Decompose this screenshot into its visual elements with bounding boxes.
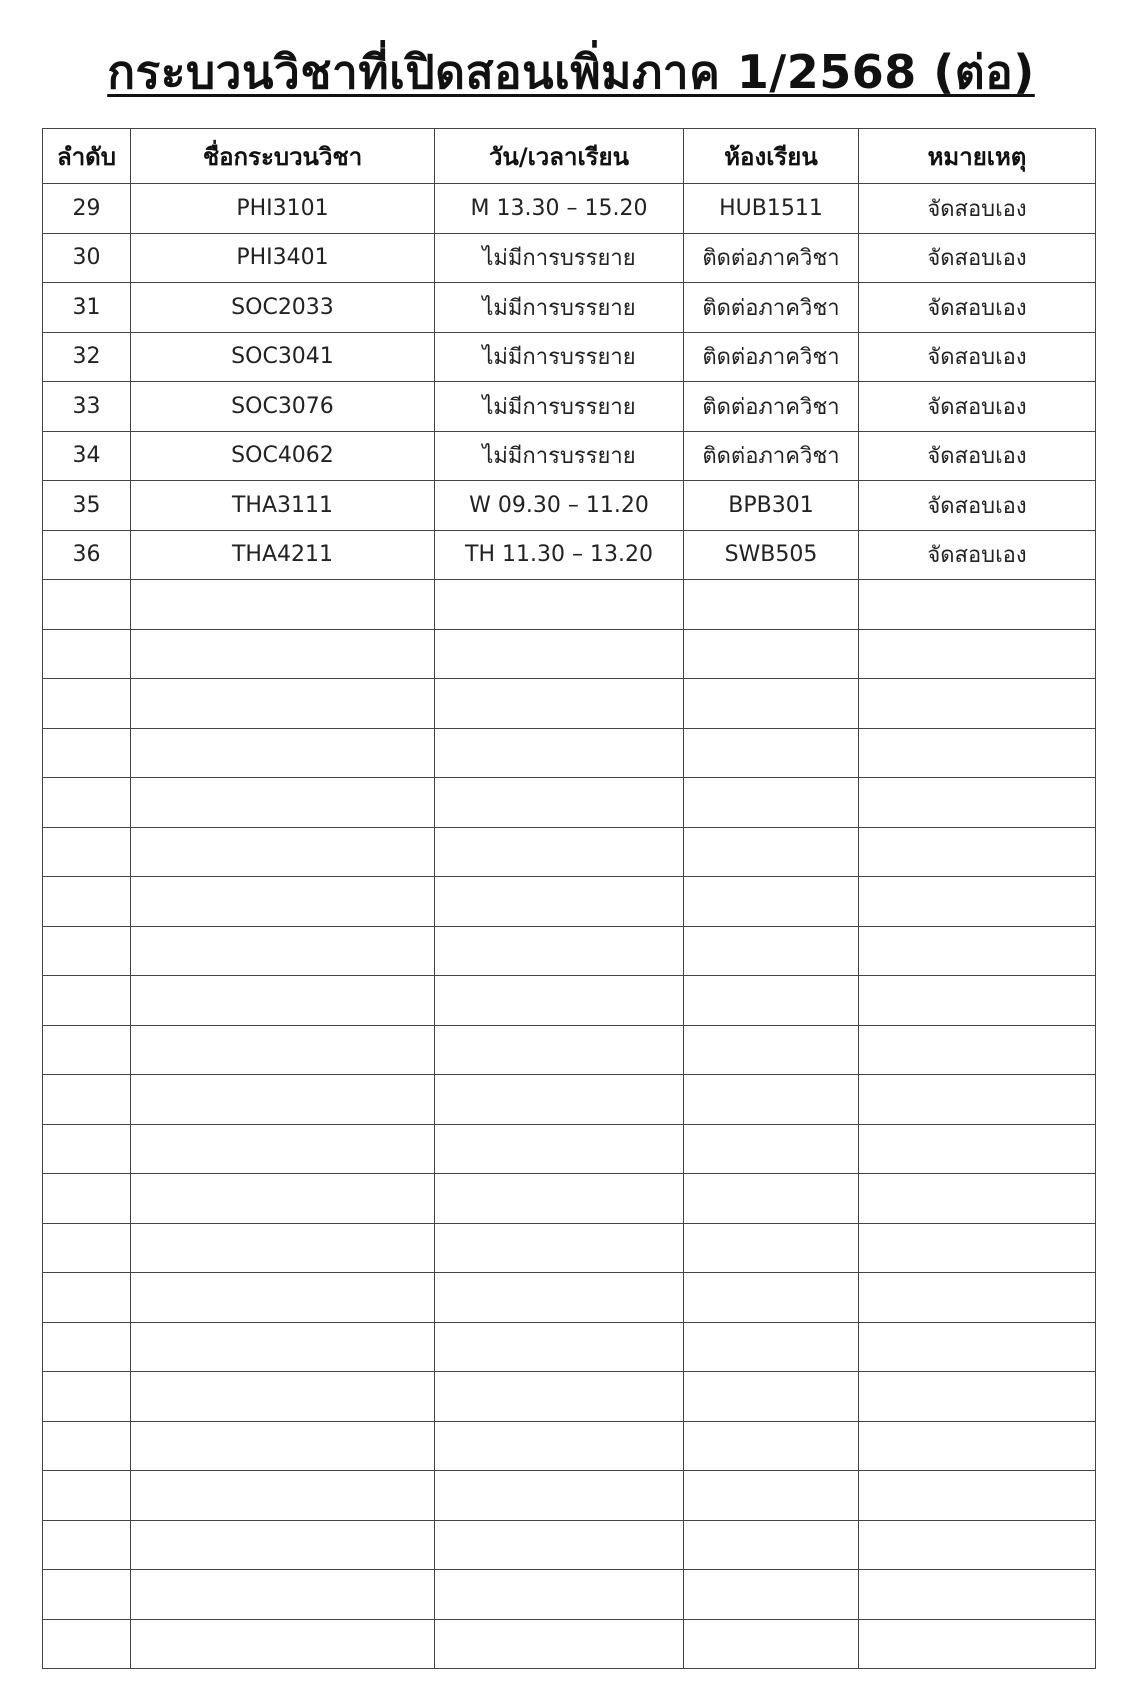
course-code-cell: [131, 1619, 435, 1669]
table-row: [43, 1570, 1096, 1620]
table-row: [43, 679, 1096, 729]
room-cell: [684, 1619, 859, 1669]
remark-cell: [859, 728, 1096, 778]
table-row: [43, 778, 1096, 828]
table-row: [43, 877, 1096, 927]
course-code-cell: [131, 1174, 435, 1224]
table-row: [43, 481, 1096, 531]
day-time-cell: ไม่มีการบรรยาย: [435, 382, 684, 432]
day-time-cell: TH 11.30 – 13.20: [435, 530, 684, 580]
table-row: [43, 184, 1096, 234]
room-cell: [684, 728, 859, 778]
course-code-cell: [131, 580, 435, 630]
order-cell: [43, 976, 131, 1026]
day-time-cell: [435, 1075, 684, 1125]
room-cell: [684, 679, 859, 729]
order-cell: 33: [43, 382, 131, 432]
page-title: กระบวนวิชาที่เปิดสอนเพิ่มภาค 1/2568 (ต่อ): [107, 45, 1035, 99]
day-time-cell: [435, 1570, 684, 1620]
table-row: [43, 1520, 1096, 1570]
table-row: [43, 1619, 1096, 1669]
table-row: [43, 382, 1096, 432]
room-cell: [684, 976, 859, 1026]
remark-cell: [859, 1619, 1096, 1669]
remark-cell: [859, 1471, 1096, 1521]
day-time-cell: [435, 877, 684, 927]
room-cell: HUB1511: [684, 184, 859, 234]
remark-cell: จัดสอบเอง: [859, 332, 1096, 382]
order-cell: [43, 1570, 131, 1620]
room-cell: [684, 1471, 859, 1521]
day-time-cell: [435, 629, 684, 679]
course-table: [42, 128, 1096, 1669]
order-cell: [43, 580, 131, 630]
room-cell: [684, 778, 859, 828]
day-time-cell: [435, 1025, 684, 1075]
table-row: [43, 1471, 1096, 1521]
remark-cell: [859, 1223, 1096, 1273]
table-row: [43, 1322, 1096, 1372]
course-code-cell: [131, 827, 435, 877]
day-time-cell: [435, 679, 684, 729]
remark-cell: จัดสอบเอง: [859, 481, 1096, 531]
course-code-cell: THA3111: [131, 481, 435, 531]
remark-cell: จัดสอบเอง: [859, 283, 1096, 333]
remark-cell: [859, 1273, 1096, 1323]
order-cell: 36: [43, 530, 131, 580]
remark-cell: จัดสอบเอง: [859, 382, 1096, 432]
day-time-cell: [435, 580, 684, 630]
table-row: [43, 283, 1096, 333]
remark-cell: [859, 1124, 1096, 1174]
remark-cell: [859, 1025, 1096, 1075]
day-time-cell: ไม่มีการบรรยาย: [435, 283, 684, 333]
remark-cell: [859, 580, 1096, 630]
room-cell: [684, 1322, 859, 1372]
remark-cell: [859, 778, 1096, 828]
table-row: [43, 431, 1096, 481]
course-code-cell: [131, 1421, 435, 1471]
order-cell: [43, 1223, 131, 1273]
day-time-cell: [435, 1372, 684, 1422]
day-time-cell: [435, 1619, 684, 1669]
course-code-cell: THA4211: [131, 530, 435, 580]
course-code-cell: [131, 1570, 435, 1620]
column-header-room: ห้องเรียน: [684, 129, 859, 184]
day-time-cell: [435, 827, 684, 877]
order-cell: [43, 1520, 131, 1570]
day-time-cell: ไม่มีการบรรยาย: [435, 233, 684, 283]
column-header-remark: หมายเหตุ: [859, 129, 1096, 184]
room-cell: [684, 1075, 859, 1125]
remark-cell: จัดสอบเอง: [859, 431, 1096, 481]
room-cell: [684, 1570, 859, 1620]
table-row: [43, 1174, 1096, 1224]
order-cell: 29: [43, 184, 131, 234]
course-code-cell: [131, 1322, 435, 1372]
remark-cell: [859, 1372, 1096, 1422]
room-cell: [684, 1421, 859, 1471]
course-code-cell: [131, 1025, 435, 1075]
table-row: [43, 1075, 1096, 1125]
table-row: [43, 1124, 1096, 1174]
room-cell: [684, 926, 859, 976]
room-cell: ติดต่อภาควิชา: [684, 382, 859, 432]
column-header-course-name: ชื่อกระบวนวิชา: [131, 129, 435, 184]
remark-cell: [859, 1520, 1096, 1570]
course-code-cell: PHI3101: [131, 184, 435, 234]
course-code-cell: [131, 778, 435, 828]
day-time-cell: [435, 926, 684, 976]
course-code-cell: [131, 679, 435, 729]
day-time-cell: [435, 1471, 684, 1521]
remark-cell: [859, 1322, 1096, 1372]
table-row: [43, 580, 1096, 630]
order-cell: 31: [43, 283, 131, 333]
room-cell: BPB301: [684, 481, 859, 531]
room-cell: [684, 1273, 859, 1323]
course-code-cell: [131, 1124, 435, 1174]
room-cell: [684, 580, 859, 630]
remark-cell: จัดสอบเอง: [859, 184, 1096, 234]
room-cell: [684, 1520, 859, 1570]
table-row: [43, 1025, 1096, 1075]
order-cell: [43, 1322, 131, 1372]
course-code-cell: [131, 1223, 435, 1273]
table-row: [43, 728, 1096, 778]
day-time-cell: [435, 1520, 684, 1570]
room-cell: [684, 629, 859, 679]
room-cell: [684, 1223, 859, 1273]
course-code-cell: SOC2033: [131, 283, 435, 333]
order-cell: [43, 1372, 131, 1422]
day-time-cell: [435, 1174, 684, 1224]
remark-cell: [859, 1174, 1096, 1224]
room-cell: ติดต่อภาควิชา: [684, 431, 859, 481]
table-row: [43, 530, 1096, 580]
course-code-cell: [131, 1372, 435, 1422]
day-time-cell: [435, 1421, 684, 1471]
order-cell: [43, 778, 131, 828]
course-code-cell: [131, 877, 435, 927]
order-cell: [43, 1075, 131, 1125]
order-cell: 30: [43, 233, 131, 283]
room-cell: ติดต่อภาควิชา: [684, 332, 859, 382]
room-cell: [684, 1372, 859, 1422]
order-cell: [43, 1421, 131, 1471]
table-header-row: [43, 129, 1096, 184]
order-cell: 34: [43, 431, 131, 481]
room-cell: [684, 877, 859, 927]
table-row: [43, 926, 1096, 976]
order-cell: [43, 679, 131, 729]
room-cell: [684, 1025, 859, 1075]
day-time-cell: [435, 1124, 684, 1174]
table-row: [43, 1273, 1096, 1323]
day-time-cell: [435, 728, 684, 778]
order-cell: [43, 1124, 131, 1174]
remark-cell: [859, 877, 1096, 927]
remark-cell: [859, 1421, 1096, 1471]
course-code-cell: PHI3401: [131, 233, 435, 283]
day-time-cell: [435, 1273, 684, 1323]
remark-cell: [859, 629, 1096, 679]
order-cell: [43, 1273, 131, 1323]
room-cell: ติดต่อภาควิชา: [684, 233, 859, 283]
day-time-cell: [435, 976, 684, 1026]
course-code-cell: [131, 926, 435, 976]
table-body: [43, 184, 1096, 1669]
order-cell: [43, 827, 131, 877]
course-code-cell: SOC3041: [131, 332, 435, 382]
column-header-day-time: วัน/เวลาเรียน: [435, 129, 684, 184]
table-row: [43, 976, 1096, 1026]
remark-cell: [859, 1075, 1096, 1125]
day-time-cell: ไม่มีการบรรยาย: [435, 332, 684, 382]
course-code-cell: [131, 1520, 435, 1570]
course-code-cell: [131, 1471, 435, 1521]
course-code-cell: [131, 1273, 435, 1323]
table-row: [43, 1372, 1096, 1422]
room-cell: ติดต่อภาควิชา: [684, 283, 859, 333]
order-cell: [43, 1619, 131, 1669]
room-cell: [684, 1174, 859, 1224]
day-time-cell: [435, 1223, 684, 1273]
order-cell: [43, 877, 131, 927]
column-header-order: ลำดับ: [43, 129, 131, 184]
remark-cell: [859, 679, 1096, 729]
table-row: [43, 1421, 1096, 1471]
course-code-cell: [131, 1075, 435, 1125]
course-code-cell: SOC3076: [131, 382, 435, 432]
day-time-cell: W 09.30 – 11.20: [435, 481, 684, 531]
table-row: [43, 1223, 1096, 1273]
day-time-cell: [435, 778, 684, 828]
room-cell: SWB505: [684, 530, 859, 580]
remark-cell: [859, 976, 1096, 1026]
course-code-cell: [131, 976, 435, 1026]
day-time-cell: ไม่มีการบรรยาย: [435, 431, 684, 481]
table-row: [43, 629, 1096, 679]
remark-cell: จัดสอบเอง: [859, 233, 1096, 283]
room-cell: [684, 827, 859, 877]
order-cell: [43, 728, 131, 778]
remark-cell: [859, 926, 1096, 976]
table-row: [43, 233, 1096, 283]
order-cell: [43, 1174, 131, 1224]
day-time-cell: [435, 1322, 684, 1372]
day-time-cell: M 13.30 – 15.20: [435, 184, 684, 234]
table-row: [43, 827, 1096, 877]
remark-cell: [859, 827, 1096, 877]
remark-cell: จัดสอบเอง: [859, 530, 1096, 580]
room-cell: [684, 1124, 859, 1174]
order-cell: 32: [43, 332, 131, 382]
order-cell: [43, 926, 131, 976]
order-cell: [43, 1471, 131, 1521]
course-code-cell: [131, 728, 435, 778]
course-code-cell: [131, 629, 435, 679]
table-row: [43, 332, 1096, 382]
order-cell: [43, 1025, 131, 1075]
order-cell: 35: [43, 481, 131, 531]
remark-cell: [859, 1570, 1096, 1620]
order-cell: [43, 629, 131, 679]
course-code-cell: SOC4062: [131, 431, 435, 481]
